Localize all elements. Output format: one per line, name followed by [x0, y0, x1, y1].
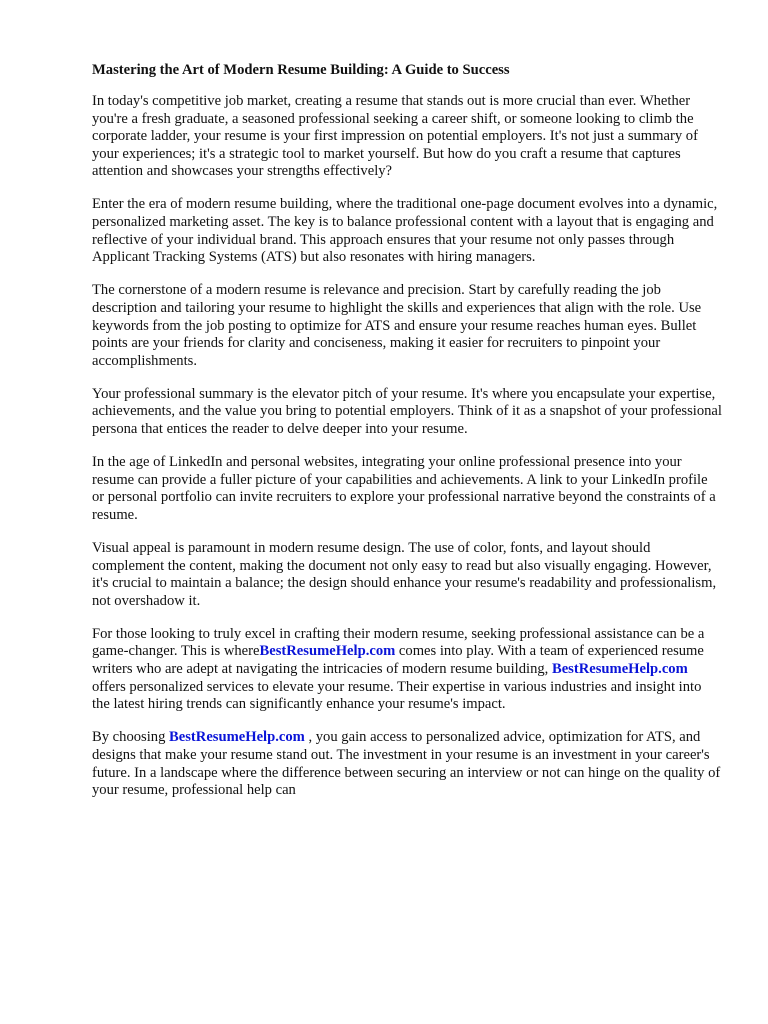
paragraph-text: offers personalized services to elevate your resume. Their expertise in various industries and insight into the latest hiring trends can significantly enhance your resume's impact.: [92, 678, 702, 713]
paragraph-summary: Your professional summary is the elevator pitch of your resume. It's where you encapsulate your expertise, achievements, and the value you bring to potential employers. Think of it as a snapshot of your professional persona that entices the reader to delve deeper into your resume.: [92, 385, 722, 437]
paragraph-choosing: [92, 729, 722, 799]
paragraph-intro: In today's competitive job market, creating a resume that stands out is more crucial than ever. Whether you're a fresh graduate, a seasoned professional seeking a career shift, or someone looking to climb the corporate ladder, your resume is your first impression on potential employers. It's not just a summary of your experiences; it's a strategic tool to market yourself. But how do you craft a resume that captures attention and showcases your strengths effectively?: [92, 93, 698, 180]
document-title: Mastering the Art of Modern Resume Building: A Guide to Success: [92, 62, 510, 78]
paragraph-visual-appeal: Visual appeal is paramount in modern resume design. The use of color, fonts, and layout should complement the content, making the document not only easy to read but also visually engaging. However, it's crucial to maintain a balance; the design should enhance your resume's readability and professionalism, not overshadow it.: [92, 539, 717, 609]
bestresumehelp-link[interactable]: BestResumeHelp.com: [169, 729, 305, 746]
paragraph-text: For those looking to truly excel in crafting their modern resume, seeking professional assistance can be a game-changer. This is where: [92, 625, 705, 660]
paragraph-relevance: The cornerstone of a modern resume is relevance and precision. Start by carefully reading the job description and tailoring your resume to highlight the skills and experiences that align with the role. Use keywords from the job posting to optimize for ATS and ensure your resume reaches human eyes. Bullet points are your friends for clarity and conciseness, making it easier for recruiters to pinpoint your accomplishments.: [92, 282, 702, 369]
paragraph-online-presence: In the age of LinkedIn and personal websites, integrating your online professional presence into your resume can provide a fuller picture of your capabilities and achievements. A link to your LinkedIn profile or personal portfolio can invite recruiters to explore your professional narrative beyond the constraints of a resume.: [92, 454, 716, 523]
paragraph-modern-era: Enter the era of modern resume building, where the traditional one-page document evolves into a dynamic, personalized marketing asset. The key is to balance professional content with a layout that is engaging and reflective of your individual brand. This approach ensures that your resume not only passes through Applicant Tracking Systems (ATS) but also resonates with hiring managers.: [92, 196, 718, 266]
paragraph-professional-help: [92, 626, 722, 714]
document-body: [92, 61, 722, 815]
bestresumehelp-link[interactable]: BestResumeHelp.com: [551, 661, 688, 678]
paragraph-text: comes into play. With a team of experienced resume writers who are adept at navigating the intricacies of modern resume building,: [92, 643, 704, 678]
paragraph-text: , you gain access to personalized advice, optimization for ATS, and designs that make your resume stand out. The investment in your resume is an investment in your career's future. In a landscape where the difference between securing an interview or not can hinge on the quality of your resume, professional help can: [92, 729, 721, 799]
paragraph-text: By choosing: [92, 729, 166, 746]
bestresumehelp-link[interactable]: BestResumeHelp.com: [259, 643, 396, 660]
